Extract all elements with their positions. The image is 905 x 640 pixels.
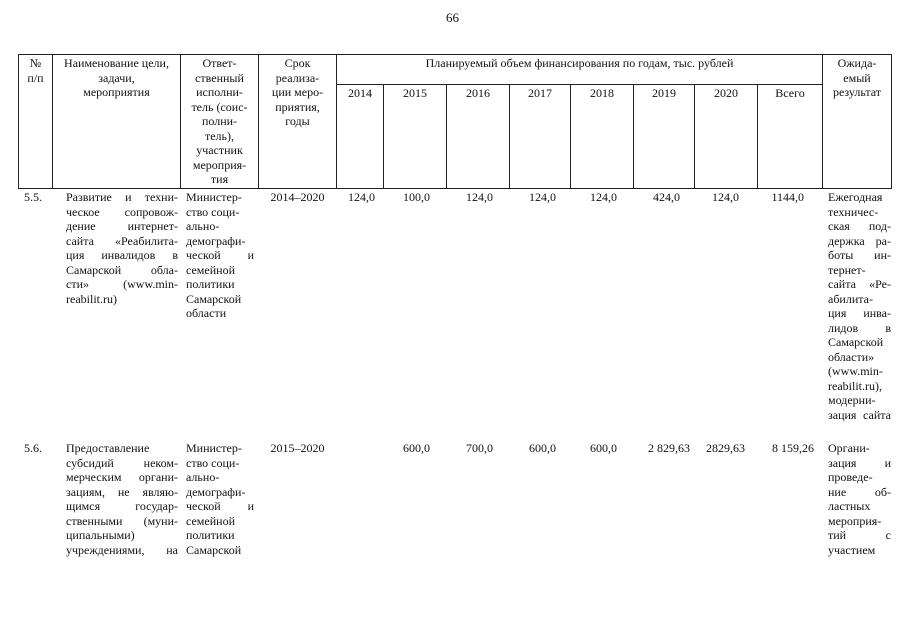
- header-num: № п/п: [27, 56, 44, 85]
- row-5-5-value-total: 1144,0: [771, 190, 804, 204]
- row-5-6-term: 2015–2020: [270, 441, 325, 455]
- column-divider: [891, 54, 892, 189]
- row-5-5-value-2014: 124,0: [348, 190, 375, 204]
- row-5-6-value-2020: 2829,63: [706, 441, 745, 455]
- years-header-border: [336, 84, 822, 85]
- header-responsible: Ответ- ственный исполни- тель (соис- полни- тель), участник мероприя- тия: [191, 56, 248, 186]
- row-5-5-result: Ежегодная техничес- ская под- держка ра- боты ин- тернет- сайта «Ре- абилита- ция инва- лидов в Самарской области» (www.min- reabilit.ru), модерни- зация сайта: [828, 190, 891, 422]
- column-divider: [336, 54, 337, 189]
- header-year-2018: 2018: [590, 86, 614, 100]
- header-term: Срок реализа- ции меро- приятия, годы: [271, 56, 324, 128]
- row-5-6-num: 5.6.: [24, 441, 42, 455]
- row-5-5-value-2019: 424,0: [653, 190, 680, 204]
- header-bottom-border: [18, 188, 891, 189]
- row-5-6-value-total: 8 159,26: [772, 441, 814, 455]
- row-5-6-value-2015: 600,0: [403, 441, 430, 455]
- row-5-6-result: Органи- зация и проведе- ние об- ластных мероприя- тий с участием: [828, 441, 891, 557]
- row-5-6-responsible: Министер- ство соци- ально- демографи- ческой и семейной политики Самарской: [186, 441, 254, 557]
- row-5-5-value-2017: 124,0: [529, 190, 556, 204]
- header-total: Всего: [775, 86, 805, 100]
- row-5-5-value-2018: 124,0: [590, 190, 617, 204]
- row-5-5-num: 5.5.: [24, 190, 42, 204]
- row-5-6-value-2018: 600,0: [590, 441, 617, 455]
- row-5-5-value-2020: 124,0: [712, 190, 739, 204]
- row-5-6-name: Предоставление субсидий неком- мерческим органи- зациям, не являю- щимся государ- ственными (муни- ципальными) учреждениями, на: [66, 441, 178, 557]
- header-year-2016: 2016: [466, 86, 490, 100]
- row-5-5-name: Развитие и техни- ческое сопровож- дение интернет- сайта «Реабилита- ция инвалидов в Самарской обла- сти» (www.min- reabilit.ru): [66, 190, 178, 306]
- row-5-5-value-2015: 100,0: [403, 190, 430, 204]
- header-year-2014: 2014: [348, 86, 372, 100]
- row-5-5-term: 2014–2020: [270, 190, 325, 204]
- header-year-2020: 2020: [714, 86, 738, 100]
- row-5-6-value-2019: 2 829,63: [648, 441, 690, 455]
- header-name: Наименование цели, задачи, мероприятия: [64, 56, 169, 99]
- row-5-6-value-2016: 700,0: [466, 441, 493, 455]
- header-funding: Планируемый объем финансирования по годам, тыс. рублей: [425, 56, 734, 70]
- page-number: 66: [446, 10, 459, 25]
- row-5-5-value-2016: 124,0: [466, 190, 493, 204]
- row-5-6-value-2017: 600,0: [529, 441, 556, 455]
- table-top-border: [18, 54, 891, 55]
- header-result: Ожида- емый результат: [832, 56, 882, 99]
- header-year-2019: 2019: [652, 86, 676, 100]
- header-year-2017: 2017: [528, 86, 552, 100]
- row-5-5-responsible: Министер- ство соци- ально- демографи- ческой и семейной политики Самарской области: [186, 190, 254, 320]
- header-year-2015: 2015: [403, 86, 427, 100]
